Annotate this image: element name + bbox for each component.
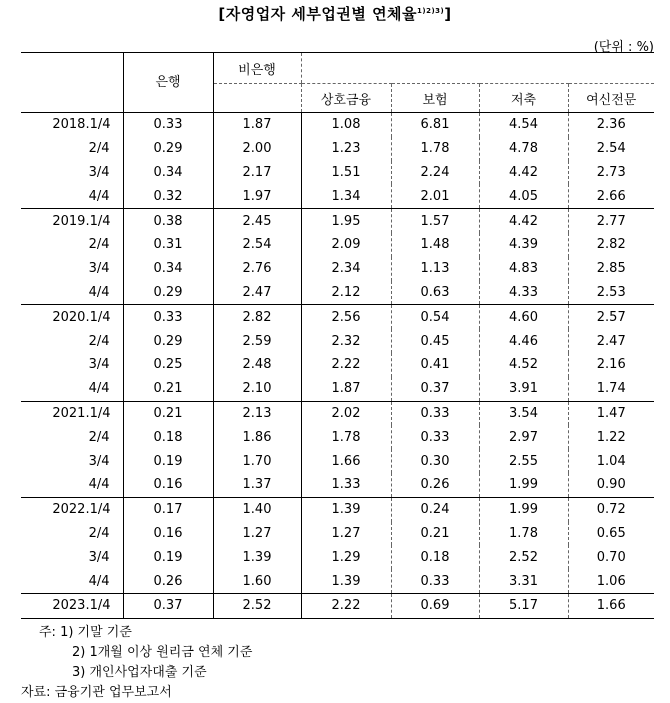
value-cell: 1.04	[568, 449, 654, 473]
value-cell: 0.72	[568, 497, 654, 521]
table-row	[21, 593, 654, 618]
period-cell: 2/4	[88, 333, 110, 349]
unit-label: (단위 : %)	[593, 40, 654, 55]
value-cell: 0.32	[123, 184, 213, 208]
value-cell: 2.85	[568, 257, 654, 281]
footnote-2: 2) 1개월 이상 원리금 연체 기준	[72, 645, 253, 660]
value-cell: 2.13	[213, 401, 301, 425]
value-cell: 2.24	[391, 161, 479, 185]
value-cell: 2.82	[213, 305, 301, 329]
value-cell: 4.42	[479, 209, 568, 233]
value-cell: 0.37	[391, 377, 479, 401]
table-row	[21, 184, 654, 208]
header-sub-insurance: 보험	[391, 84, 479, 113]
value-cell: 0.31	[123, 233, 213, 257]
value-cell: 1.29	[301, 545, 391, 569]
footnote-1: 주: 1) 기말 기준	[39, 625, 132, 640]
delinquency-table	[21, 52, 654, 619]
value-cell: 1.66	[568, 593, 654, 618]
table-row	[21, 425, 654, 449]
value-cell: 2.47	[568, 329, 654, 353]
value-cell: 1.27	[213, 522, 301, 546]
value-cell: 2.48	[213, 353, 301, 377]
value-cell: 1.99	[479, 497, 568, 521]
value-cell: 0.33	[391, 569, 479, 593]
title-close-bracket: ]	[444, 5, 452, 23]
value-cell: 2.54	[568, 137, 654, 161]
header-sub-savings: 저축	[479, 84, 568, 113]
value-cell: 0.24	[391, 497, 479, 521]
header-blank	[479, 53, 568, 84]
header-row-top	[21, 53, 654, 84]
value-cell: 3.91	[479, 377, 568, 401]
table-row	[21, 473, 654, 497]
value-cell: 0.30	[391, 449, 479, 473]
value-cell: 0.41	[391, 353, 479, 377]
table-row	[21, 329, 654, 353]
table-row	[21, 161, 654, 185]
value-cell: 2.73	[568, 161, 654, 185]
value-cell: 1.39	[213, 545, 301, 569]
value-cell: 1.22	[568, 425, 654, 449]
header-bank: 은행	[123, 53, 213, 113]
period-cell: 3/4	[88, 549, 110, 565]
table-row	[21, 233, 654, 257]
period-cell: 4/4	[88, 477, 110, 493]
value-cell: 4.54	[479, 113, 568, 137]
value-cell: 0.69	[391, 593, 479, 618]
value-cell: 3.31	[479, 569, 568, 593]
value-cell: 0.26	[123, 569, 213, 593]
value-cell: 0.33	[391, 401, 479, 425]
header-sub-credit: 여신전문	[568, 84, 654, 113]
period-cell: 2/4	[88, 525, 110, 541]
value-cell: 1.97	[213, 184, 301, 208]
value-cell: 2.82	[568, 233, 654, 257]
value-cell: 0.21	[123, 401, 213, 425]
header-nonbank: 비은행	[213, 53, 301, 84]
value-cell: 2.55	[479, 449, 568, 473]
value-cell: 2.52	[213, 593, 301, 618]
value-cell: 1.37	[213, 473, 301, 497]
source-note: 자료: 금융기관 업무보고서	[21, 685, 172, 700]
value-cell: 4.52	[479, 353, 568, 377]
value-cell: 2.16	[568, 353, 654, 377]
period-cell: 2018.1/4	[52, 117, 111, 133]
period-cell: 3/4	[88, 453, 110, 469]
value-cell: 1.60	[213, 569, 301, 593]
table-row	[21, 353, 654, 377]
period-cell: 4/4	[88, 573, 110, 589]
value-cell: 0.21	[123, 377, 213, 401]
value-cell: 2.57	[568, 305, 654, 329]
period-cell: 2/4	[88, 429, 110, 445]
value-cell: 0.21	[391, 522, 479, 546]
value-cell: 1.34	[301, 184, 391, 208]
value-cell: 2.54	[213, 233, 301, 257]
value-cell: 0.16	[123, 473, 213, 497]
table-row	[21, 377, 654, 401]
table-row	[21, 113, 654, 137]
period-cell: 2021.1/4	[21, 401, 123, 425]
value-cell: 1.87	[213, 113, 301, 137]
value-cell: 2.01	[391, 184, 479, 208]
period-cell: 2019.1/4	[21, 209, 123, 233]
value-cell: 1.57	[391, 209, 479, 233]
value-cell: 0.19	[123, 545, 213, 569]
value-cell: 1.39	[301, 569, 391, 593]
period-cell: 2022.1/4	[21, 497, 123, 521]
period-cell: 2023.1/4	[21, 593, 123, 618]
value-cell: 0.90	[568, 473, 654, 497]
value-cell: 1.87	[301, 377, 391, 401]
value-cell: 4.42	[479, 161, 568, 185]
value-cell: 2.22	[301, 353, 391, 377]
period-cell: 4/4	[88, 188, 110, 204]
value-cell: 4.33	[479, 281, 568, 305]
footnotes	[21, 623, 252, 703]
header-blank	[301, 53, 391, 84]
value-cell: 0.33	[391, 425, 479, 449]
value-cell: 2.59	[213, 329, 301, 353]
value-cell: 1.95	[301, 209, 391, 233]
value-cell: 0.18	[391, 545, 479, 569]
value-cell: 1.47	[568, 401, 654, 425]
value-cell: 0.65	[568, 522, 654, 546]
value-cell: 0.45	[391, 329, 479, 353]
value-cell: 0.37	[123, 593, 213, 618]
period-cell: 4/4	[88, 381, 110, 397]
table-row	[21, 281, 654, 305]
value-cell: 0.16	[123, 522, 213, 546]
value-cell: 0.63	[391, 281, 479, 305]
value-cell: 4.39	[479, 233, 568, 257]
value-cell: 3.54	[479, 401, 568, 425]
value-cell: 1.99	[479, 473, 568, 497]
value-cell: 1.48	[391, 233, 479, 257]
value-cell: 2.56	[301, 305, 391, 329]
table-row	[21, 497, 654, 521]
value-cell: 0.19	[123, 449, 213, 473]
value-cell: 1.23	[301, 137, 391, 161]
table-row	[21, 449, 654, 473]
header-nonbank-total	[213, 84, 301, 113]
value-cell: 0.29	[123, 137, 213, 161]
period-cell: 3/4	[88, 261, 110, 277]
value-cell: 2.00	[213, 137, 301, 161]
period-cell: 3/4	[88, 357, 110, 373]
value-cell: 1.51	[301, 161, 391, 185]
value-cell: 4.60	[479, 305, 568, 329]
value-cell: 6.81	[391, 113, 479, 137]
value-cell: 1.78	[301, 425, 391, 449]
table-body	[21, 113, 654, 619]
table-row	[21, 545, 654, 569]
value-cell: 4.05	[479, 184, 568, 208]
value-cell: 0.25	[123, 353, 213, 377]
table-row	[21, 137, 654, 161]
value-cell: 0.17	[123, 497, 213, 521]
table-row	[21, 522, 654, 546]
value-cell: 1.78	[479, 522, 568, 546]
value-cell: 1.27	[301, 522, 391, 546]
value-cell: 2.45	[213, 209, 301, 233]
value-cell: 1.66	[301, 449, 391, 473]
period-cell: 3/4	[88, 164, 110, 180]
header-sub-mutual: 상호금융	[301, 84, 391, 113]
value-cell: 2.66	[568, 184, 654, 208]
header-blank	[391, 53, 479, 84]
value-cell: 2.76	[213, 257, 301, 281]
value-cell: 0.38	[123, 209, 213, 233]
value-cell: 1.08	[301, 113, 391, 137]
value-cell: 0.34	[123, 161, 213, 185]
value-cell: 1.39	[301, 497, 391, 521]
value-cell: 2.02	[301, 401, 391, 425]
value-cell: 2.53	[568, 281, 654, 305]
value-cell: 4.83	[479, 257, 568, 281]
value-cell: 2.17	[213, 161, 301, 185]
footnote-3: 3) 개인사업자대출 기준	[72, 665, 207, 680]
period-cell: 2/4	[88, 141, 110, 157]
value-cell: 2.77	[568, 209, 654, 233]
value-cell: 2.32	[301, 329, 391, 353]
value-cell: 0.54	[391, 305, 479, 329]
value-cell: 1.78	[391, 137, 479, 161]
value-cell: 2.52	[479, 545, 568, 569]
value-cell: 2.10	[213, 377, 301, 401]
value-cell: 2.22	[301, 593, 391, 618]
table-row	[21, 209, 654, 233]
value-cell: 1.06	[568, 569, 654, 593]
table-row	[21, 569, 654, 593]
table-row	[21, 401, 654, 425]
value-cell: 2.12	[301, 281, 391, 305]
table-row	[21, 305, 654, 329]
value-cell: 2.47	[213, 281, 301, 305]
value-cell: 1.40	[213, 497, 301, 521]
title-text: [자영업자 세부업권별 연체율	[218, 5, 418, 23]
value-cell: 0.29	[123, 329, 213, 353]
value-cell: 1.33	[301, 473, 391, 497]
value-cell: 1.74	[568, 377, 654, 401]
table-title	[0, 3, 670, 24]
value-cell: 1.13	[391, 257, 479, 281]
title-footnote-marks: 1)2)3)	[417, 7, 445, 15]
value-cell: 0.33	[123, 305, 213, 329]
header-period	[21, 53, 123, 113]
value-cell: 2.97	[479, 425, 568, 449]
header-blank	[568, 53, 654, 84]
value-cell: 2.36	[568, 113, 654, 137]
value-cell: 1.70	[213, 449, 301, 473]
period-cell: 4/4	[88, 284, 110, 300]
value-cell: 2.09	[301, 233, 391, 257]
value-cell: 0.70	[568, 545, 654, 569]
value-cell: 4.46	[479, 329, 568, 353]
period-cell: 2020.1/4	[21, 305, 123, 329]
value-cell: 5.17	[479, 593, 568, 618]
value-cell: 0.26	[391, 473, 479, 497]
value-cell: 0.33	[123, 113, 213, 137]
value-cell: 1.86	[213, 425, 301, 449]
table-row	[21, 257, 654, 281]
value-cell: 0.34	[123, 257, 213, 281]
value-cell: 2.34	[301, 257, 391, 281]
period-cell: 2/4	[88, 237, 110, 253]
value-cell: 4.78	[479, 137, 568, 161]
value-cell: 0.18	[123, 425, 213, 449]
value-cell: 0.29	[123, 281, 213, 305]
